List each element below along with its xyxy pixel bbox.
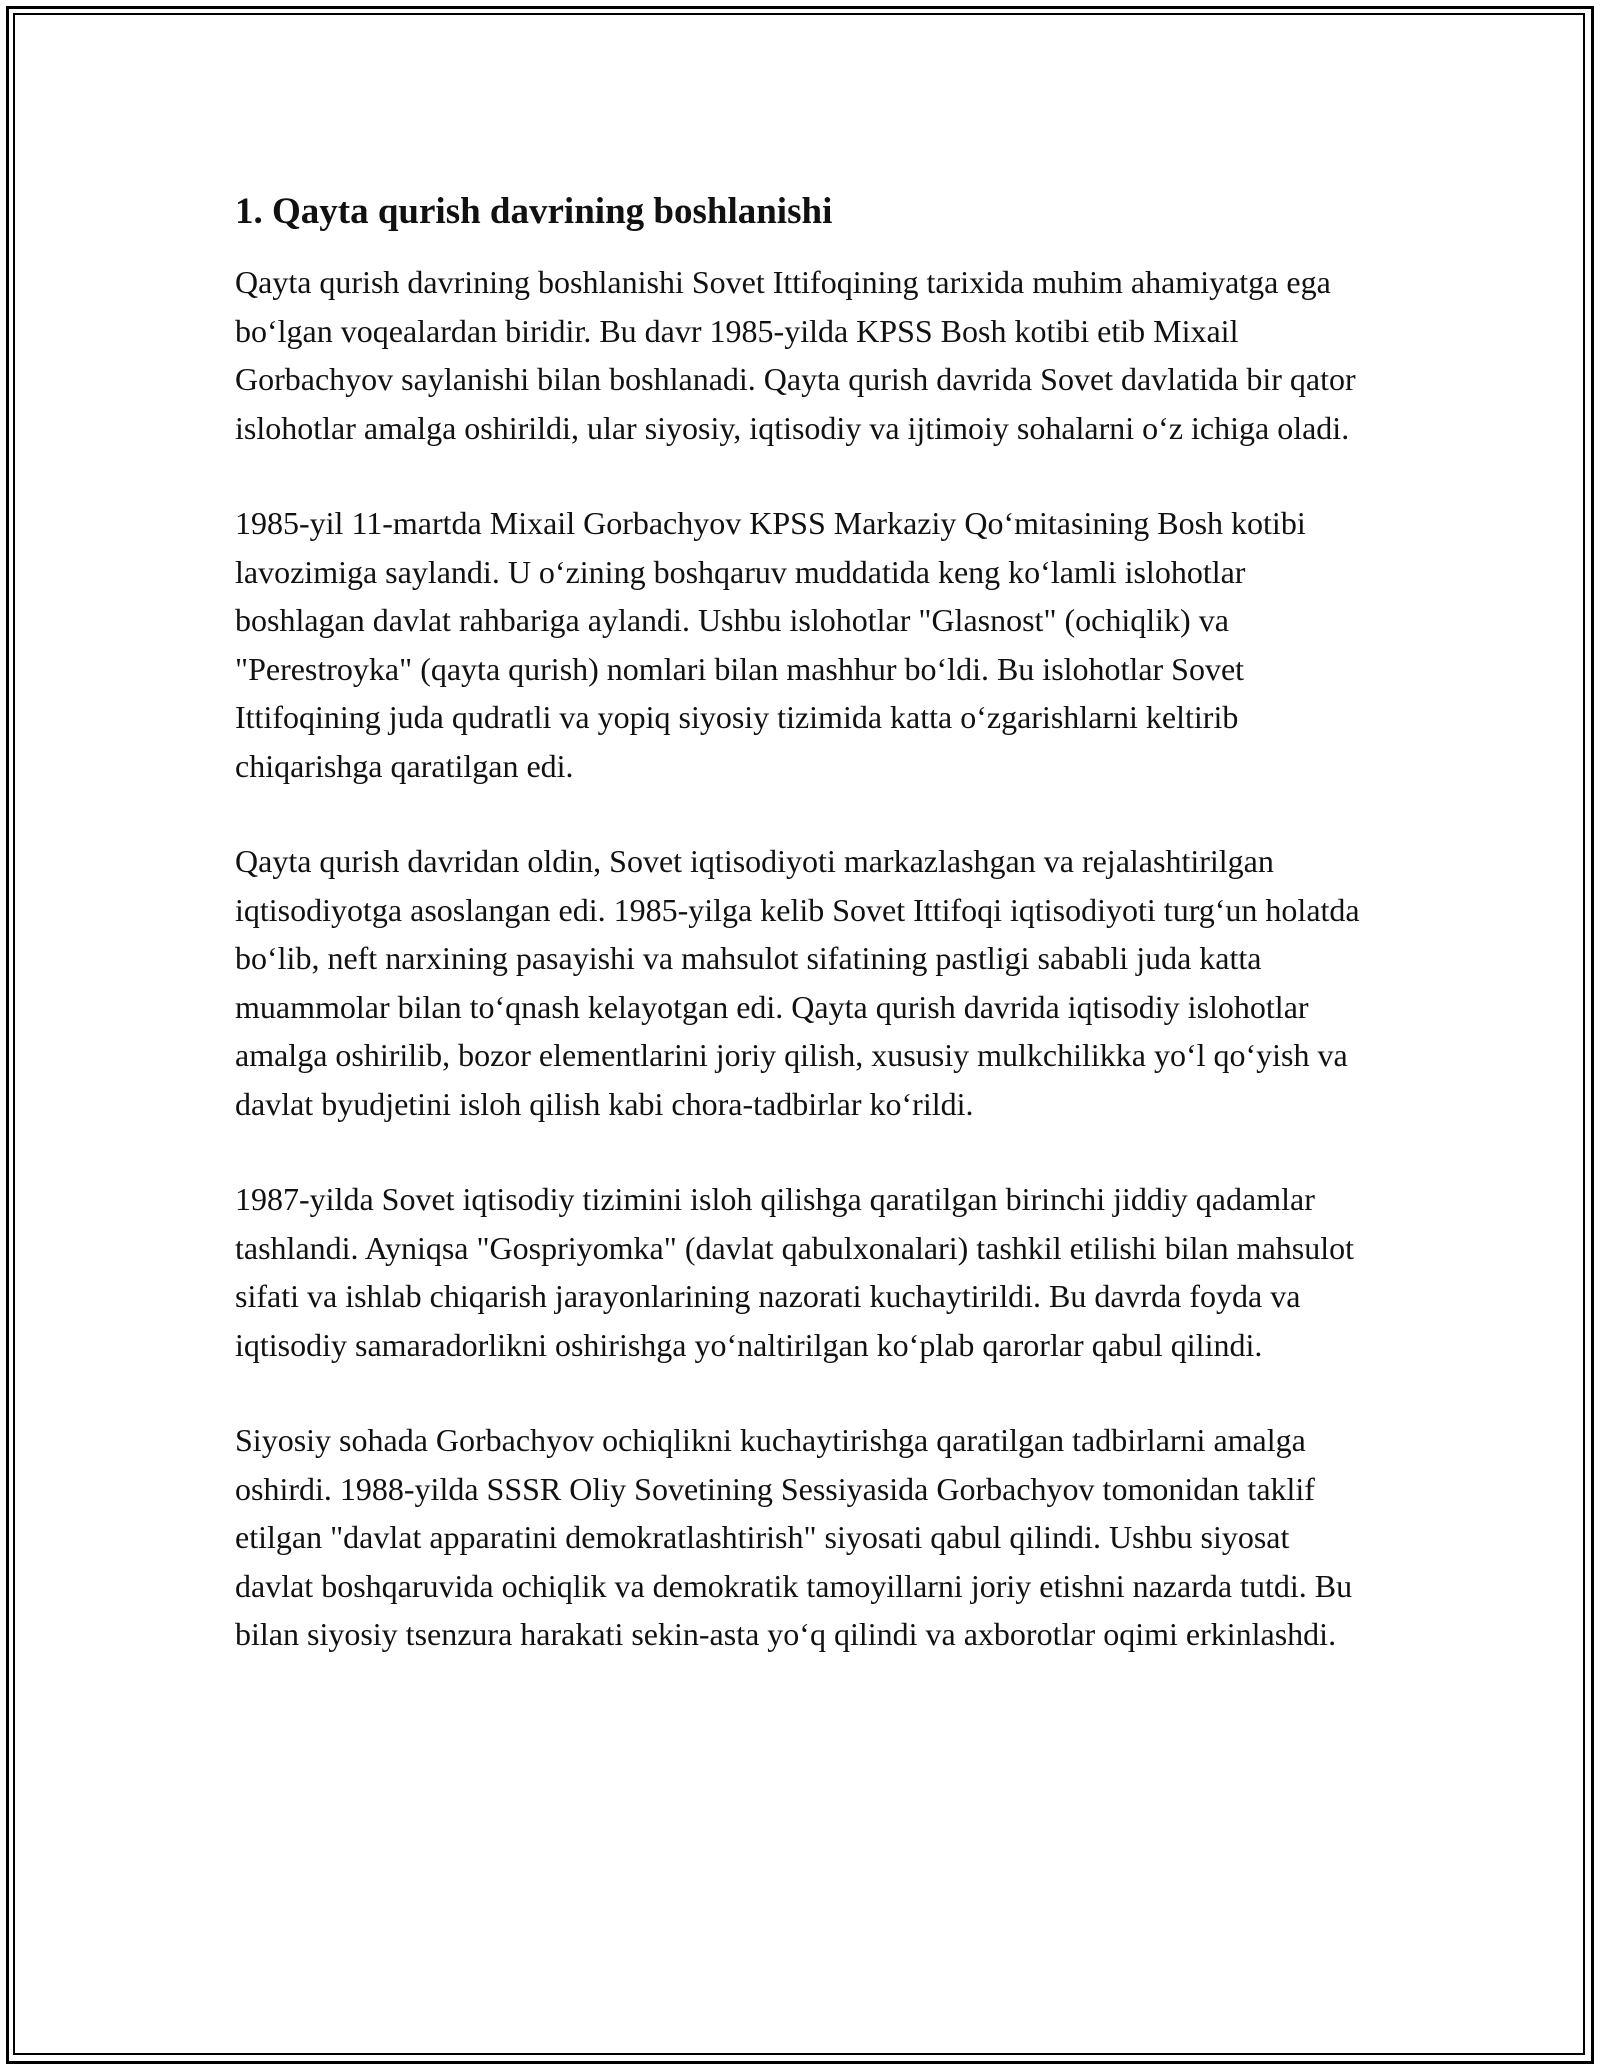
paragraph-2: 1985-yil 11-martda Mixail Gorbachyov KPSS Markaziy Qo‘mitasining Bosh kotibi lavozimiga saylandi. U o‘zining boshqaruv muddatida keng ko‘lamli islohotlar boshlagan davlat rahbariga aylandi. Ushbu islohotlar "Glasnost" (ochiqlik) va "Perestroyka" (qayta qurish) nomlari bilan mashhur bo‘ldi. Bu islohotlar Sovet Ittifoqining juda qudratli va yopiq siyosiy tizimida katta o‘zgarishlarni keltirib chiqarishga qaratilgan edi. [235, 505, 1306, 784]
section-heading: 1. Qayta qurish davrining boshlanishi [235, 191, 833, 232]
paragraph-3: Qayta qurish davridan oldin, Sovet iqtisodiyoti markazlashgan va rejalashtirilgan iqtisodiyotga asoslangan edi. 1985-yilga kelib Sovet Ittifoqi iqtisodiyoti turg‘un holatda bo‘lib, neft narxining pasayishi va mahsulot sifatining pastligi sababli juda katta muammolar bilan to‘qnash kelayotgan edi. Qayta qurish davrida iqtisodiy islohotlar amalga oshirilib, bozor elementlarini joriy qilish, xususiy mulkchilikka yo‘l qo‘yish va davlat byudjetini isloh qilish kabi chora-tadbirlar ko‘rildi. [235, 843, 1360, 1122]
document-body [235, 188, 1375, 1706]
paragraph-4: 1987-yilda Sovet iqtisodiy tizimini isloh qilishga qaratilgan birinchi jiddiy qadamlar tashlandi. Ayniqsa "Gospriyomka" (davlat qabulxonalari) tashkil etilishi bilan mahsulot sifati va ishlab chiqarish jarayonlarining nazorati kuchaytirildi. Bu davrda foyda va iqtisodiy samaradorlikni oshirishga yo‘naltirilgan ko‘plab qarorlar qabul qilindi. [235, 1181, 1354, 1363]
paragraph-5: Siyosiy sohada Gorbachyov ochiqlikni kuchaytirishga qaratilgan tadbirlarni amalga oshirdi. 1988-yilda SSSR Oliy Sovetining Sessiyasida Gorbachyov tomonidan taklif etilgan "davlat apparatini demokratlashtirish" siyosati qabul qilindi. Ushbu siyosat davlat boshqaruvida ochiqlik va demokratik tamoyillarni joriy etishni nazarda tutdi. Bu bilan siyosiy tsenzura harakati sekin-asta yo‘q qilindi va axborotlar oqimi erkinlashdi. [235, 1422, 1353, 1652]
paragraph-1: Qayta qurish davrining boshlanishi Sovet Ittifoqining tarixida muhim ahamiyatga ega bo‘lgan voqealardan biridir. Bu davr 1985-yilda KPSS Bosh kotibi etib Mixail Gorbachyov saylanishi bilan boshlanadi. Qayta qurish davrida Sovet davlatida bir qator islohotlar amalga oshirildi, ular siyosiy, iqtisodiy va ijtimoiy sohalarni o‘z ichiga oladi. [235, 264, 1356, 446]
